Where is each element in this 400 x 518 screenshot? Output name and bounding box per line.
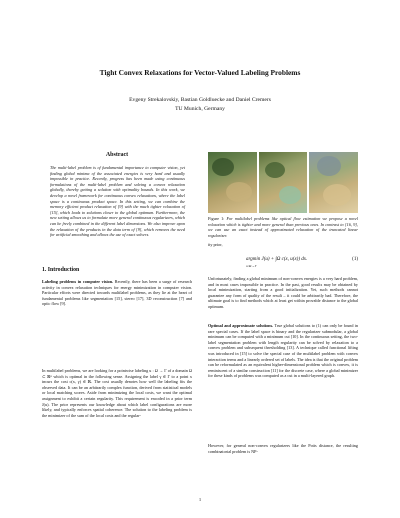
- paper-affiliation: TU Munich, Germany: [175, 106, 225, 112]
- equation-subscript: u:Ω→Γ: [246, 264, 257, 268]
- right-paragraph-1: Unfortunately, finding a global minimum of non-convex energies is a very hard problem, and in most cases impossible in practice. In the past, good results may be obtained by local minimization, starting from a good initialization. Yet, such methods cannot guarantee any form of quality of the result – it could be arbitrarily bad. Therefore, the ultimate goal is to find methods which at least get within provable distance to the global optimum.: [208, 276, 358, 309]
- paper-title: Tight Convex Relaxations for Vector-Valued Labeling Problems: [99, 68, 301, 77]
- intro-paragraph-2: In multilabel problems, we are looking for a pointwise labeling u : Ω → Γ of a domain Ω ⊂ ℝⁿ which is optimal in the following sense. Assigning the label γ ∈ Γ to a point x incurs the cost c(x, γ) ∈ ℝ. The cost usually denotes how well the labeling fits the observed data. It can be an arbitrarily complex function, derived from statistical models or local matching scores. Aside from minimizing the local costs, we want the optimal assignment to exhibit a certain regularity. This requirement is encoded in a prior term J(u). The prior represents our knowledge about which label configurations are more likely, and typically enforces spatial coherence. The solution to the labeling problem is the minimizer of the sum of the local costs and the regular-: [42, 368, 192, 418]
- intro-paragraph-1-text: Recently, there has been a surge of research activity in convex relaxation techniques for energy minimization in computer vision. Particular efforts were directed towards multilabel problems, as they lie at the heart of fundamental problems like segmentation [15], stereo [17], 3D reconstruction [7] and optic flow [9].: [42, 279, 192, 307]
- figure-1-images: [208, 152, 358, 213]
- intro-paragraph-1: [42, 279, 192, 307]
- figure-image-input: [208, 152, 257, 213]
- abstract-heading: Abstract: [105, 152, 129, 158]
- continued-text: ity prior,: [208, 242, 223, 247]
- paper-authors: Evgeny Strekalovskiy, Bastian Goldluecke and Daniel Cremers: [129, 97, 271, 103]
- equation-number: (1): [352, 257, 358, 262]
- optimal-solutions-run-in: Optimal and approximate solutions.: [208, 323, 274, 328]
- equation-expression: argmin J(u) + ∫Ω c(x, u(x)) dx.: [246, 257, 308, 262]
- figure-caption-label: Figure 1:: [208, 216, 225, 221]
- abstract-body: The multi-label problem is of fundamental importance to computer vision, yet finding global minima of the associated energies is very hard and usually impossible in practice. Recently, progress has been made using continuous formulations of the multi-label problem and solving a convex relaxation globally, thereby getting a solution with optimality bounds. In this work, we develop a novel framework for continuous convex relaxations, where the label space is a continuous product space. In this setting, we can combine the memory efficient product relaxation of [9] with the much tighter relaxation of [15], which leads to solutions closer to the global optimum. Furthermore, the new setting allows us to formulate more general continuous regularizers, which can be freely combined in the different label dimensions. We also improve upon the relaxation of the products in the data term of [9], which removes the need for artificial smoothing and allows the use of exact solvers.: [50, 165, 185, 238]
- figure-caption-text: For multilabel problems like optical flow estimation we propose a novel relaxation which is tighter and more general than previous ones. In contrast to [16, 9], we can use an exact instead of approximated relaxation of the truncated linear regularizer.: [208, 216, 358, 238]
- section-heading-introduction: 1. Introduction: [42, 267, 80, 273]
- right-paragraph-2-text: True global solutions to (1) can only be found in rare special cases. If the label space is binary and the regularizer submodular, a global minimum can be computed with a minimum cut [10]. In the continuous setting, the two-label segmentation problem with length regularity can be solved by relaxation to a convex problem and subsequent thresholding [13]. A technique called functional lifting was introduced in [15] to solve the special case of the multilabel problem with convex interaction terms and a linearly ordered set of labels. The idea is that the original problem can be reformulated as an equivalent higher-dimensional problem which is convex, it is reminiscent of a similar construction [11] for the discrete case, where a global minimizer for these kinds of problems was computed as a cut in a multi-layered graph.: [208, 323, 358, 379]
- equation-1: [208, 254, 358, 270]
- figure-image-flow: [259, 152, 308, 213]
- figure-image-result: [309, 152, 358, 213]
- right-paragraph-2: [208, 323, 358, 379]
- right-paragraph-3: However, for general non-convex regularizers like the Potts distance, the resulting combinatorial problem is NP-: [208, 443, 358, 454]
- intro-run-in-heading: Labeling problems in computer vision.: [42, 279, 114, 284]
- page-number: 1: [198, 497, 202, 502]
- figure-1-caption: [208, 216, 358, 238]
